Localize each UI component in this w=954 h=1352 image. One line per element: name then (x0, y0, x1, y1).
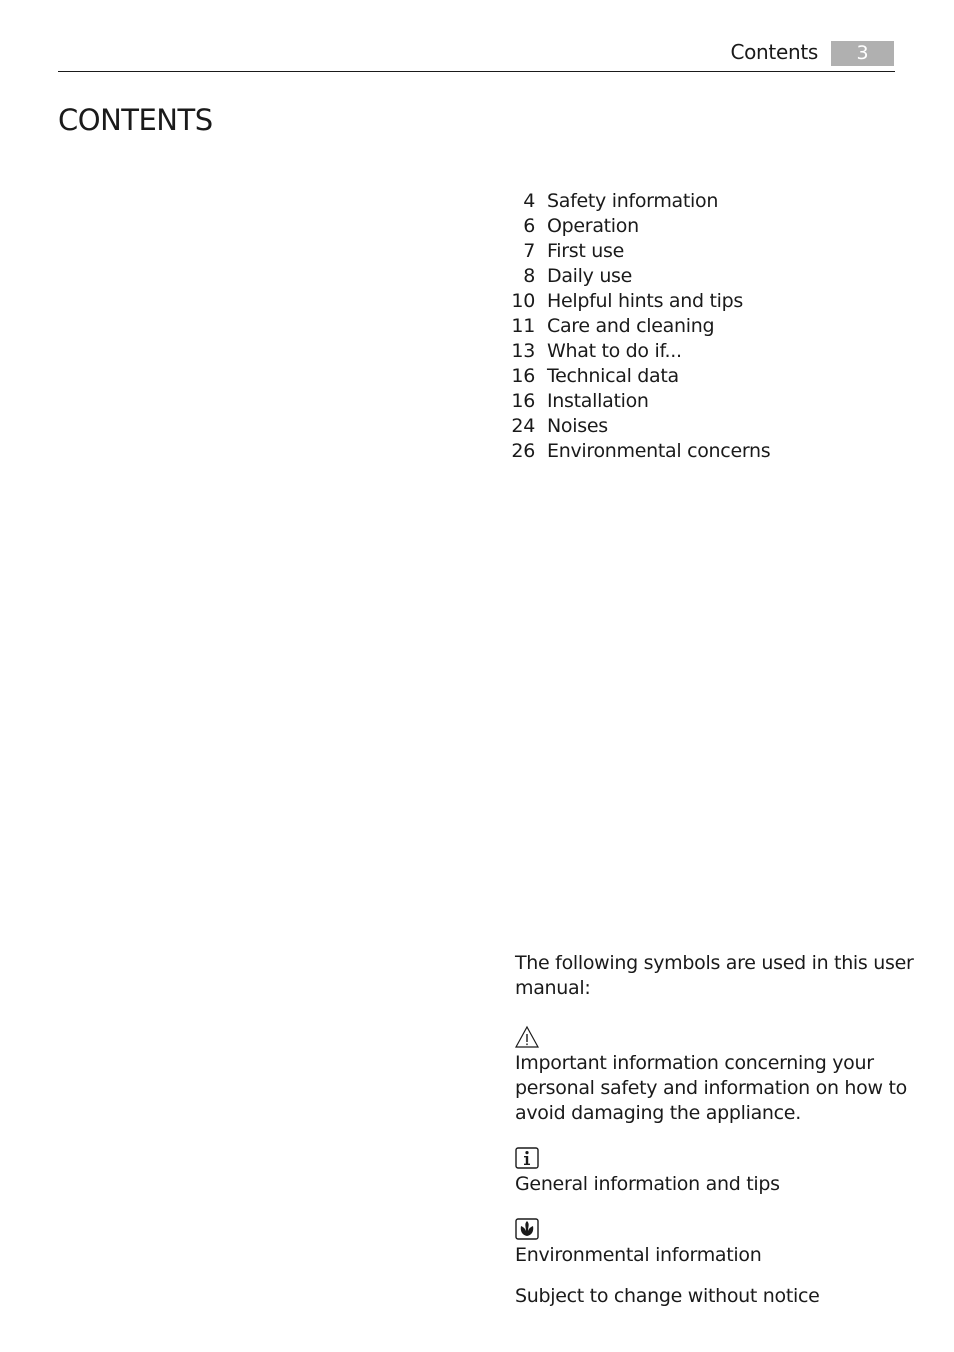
toc-page-number: 11 (511, 315, 535, 337)
toc-title: Helpful hints and tips (547, 290, 743, 312)
toc-page-number: 6 (523, 215, 535, 237)
toc-title: Operation (547, 215, 639, 237)
header-divider (58, 71, 895, 72)
toc-title: Technical data (547, 365, 679, 387)
toc-page-number: 4 (523, 190, 535, 212)
toc-item-operation[interactable] (500, 214, 920, 239)
toc-page-number: 26 (511, 440, 535, 462)
toc-page-number: 13 (511, 340, 535, 362)
warning-triangle-icon (515, 1025, 539, 1049)
toc-item-daily-use[interactable] (500, 264, 920, 289)
info-icon (515, 1146, 539, 1170)
toc-item-first-use[interactable] (500, 239, 920, 264)
toc-item-installation[interactable] (500, 389, 920, 414)
symbols-legend (515, 951, 915, 1309)
symbol-environment-text: Environmental information (515, 1244, 762, 1266)
toc-item-noises[interactable] (500, 414, 920, 439)
toc-item-what-to-do-if[interactable] (500, 339, 920, 364)
toc-title: What to do if... (547, 340, 682, 362)
toc-item-environmental-concerns[interactable] (500, 439, 920, 464)
symbols-intro: The following symbols are used in this user manual: (515, 952, 914, 999)
symbol-info (515, 1146, 915, 1197)
header-section-label: Contents (730, 40, 818, 64)
change-notice: Subject to change without notice (515, 1285, 820, 1307)
toc-title: Daily use (547, 265, 633, 287)
symbol-warning-text: Important information concerning your personal safety and information on how to avoid damaging the appliance. (515, 1052, 907, 1124)
toc-item-care-and-cleaning[interactable] (500, 314, 920, 339)
page-title: CONTENTS (58, 103, 213, 137)
toc-page-number: 16 (511, 390, 535, 412)
toc-page-number: 8 (523, 265, 535, 287)
toc-page-number: 7 (523, 240, 535, 262)
symbol-warning (515, 1025, 915, 1126)
toc-page-number: 24 (511, 415, 535, 437)
toc-title: Noises (547, 415, 608, 437)
page-number-badge: 3 (831, 41, 894, 66)
table-of-contents (500, 189, 920, 464)
toc-page-number: 16 (511, 365, 535, 387)
toc-item-technical-data[interactable] (500, 364, 920, 389)
toc-title: Installation (547, 390, 649, 412)
toc-title: Safety information (547, 190, 719, 212)
toc-title: Care and cleaning (547, 315, 715, 337)
environment-icon (515, 1217, 539, 1241)
toc-title: First use (547, 240, 624, 262)
toc-title: Environmental concerns (547, 440, 771, 462)
toc-page-number: 10 (511, 290, 535, 312)
toc-item-safety-information[interactable] (500, 189, 920, 214)
toc-item-helpful-hints[interactable] (500, 289, 920, 314)
symbol-environment (515, 1217, 915, 1268)
symbol-info-text: General information and tips (515, 1173, 780, 1195)
